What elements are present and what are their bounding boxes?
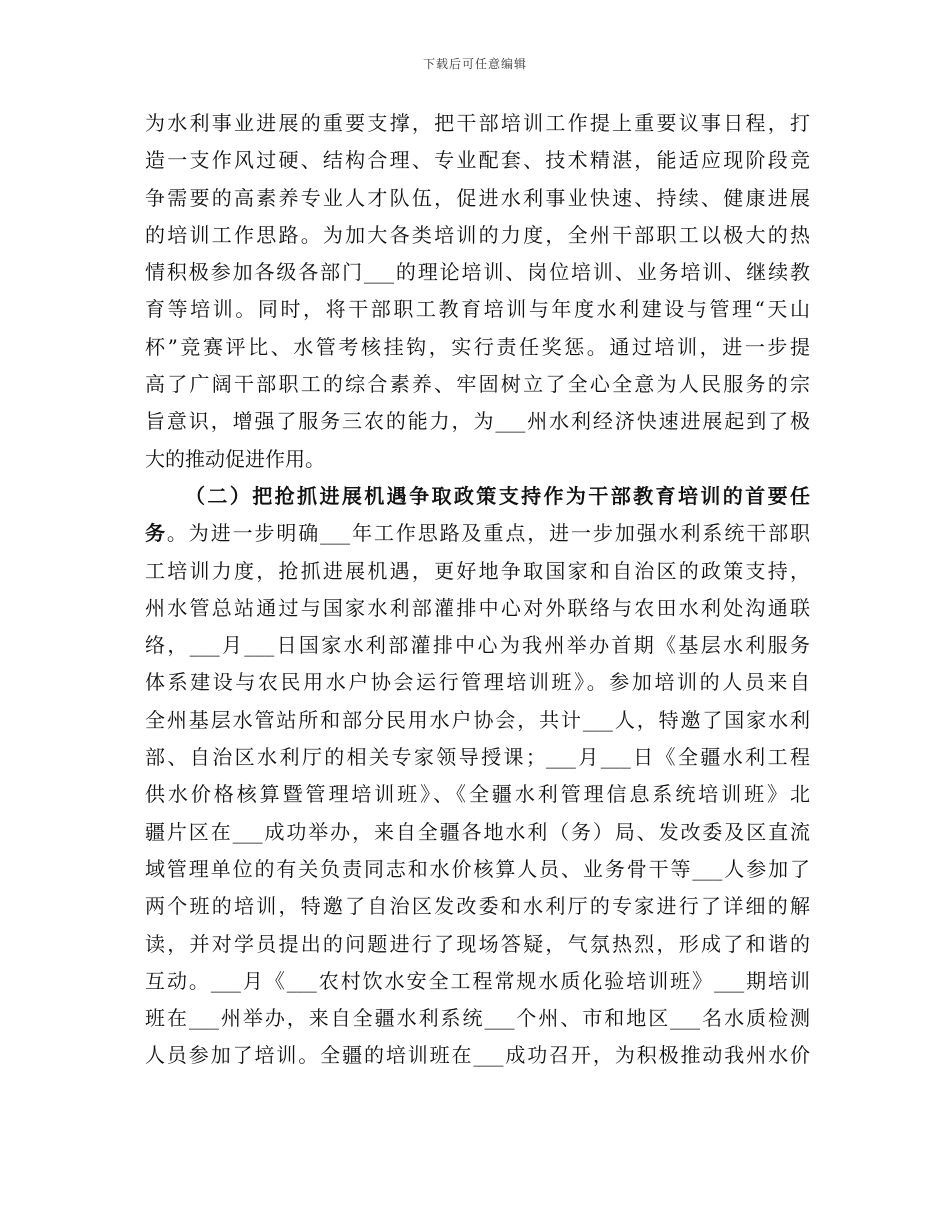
text-line xyxy=(145,515,810,552)
body-text-span: 体系建设与农民用水户协会运行管理培训班》。参加培训的人员来自 xyxy=(145,670,810,695)
body-text-span: 络，___月___日国家水利部灌排中心为我州举办首期《基层水利服务 xyxy=(145,633,810,658)
text-line xyxy=(145,590,810,627)
text-line xyxy=(145,366,810,403)
text-line xyxy=(145,702,810,739)
body-text-span: 。为进一步明确___年工作思路及重点，进一步加强水利系统干部职 xyxy=(166,521,811,546)
text-line xyxy=(145,888,810,925)
text-line xyxy=(145,814,810,851)
body-text-span: 工培训力度，抢抓进展机遇，更好地争取国家和自治区的政策支持， xyxy=(145,558,810,583)
body-text-span: 州水管总站通过与国家水利部灌排中心对外联络与农田水利处沟通联 xyxy=(145,595,810,620)
body-text-span: 供水价格核算暨管理培训班》、《全疆水利管理信息系统培训班》北 xyxy=(145,782,810,807)
text-line xyxy=(145,478,810,515)
text-line xyxy=(145,217,810,254)
text-line xyxy=(145,1000,810,1037)
text-line xyxy=(145,403,810,440)
text-line xyxy=(145,441,810,478)
page-header: 下载后可任意编辑 xyxy=(422,57,527,71)
paragraph xyxy=(145,478,810,1075)
text-line xyxy=(145,739,810,776)
text-line xyxy=(145,963,810,1000)
body-text-span: 造一支作风过硬、结构合理、专业配套、技术精湛，能适应现阶段竞 xyxy=(145,148,810,173)
text-line xyxy=(145,553,810,590)
text-line xyxy=(145,180,810,217)
text-line xyxy=(145,291,810,328)
text-line xyxy=(145,1037,810,1074)
body-text-span: 为水利事业进展的重要支撑，把干部培训工作提上重要议事日程，打 xyxy=(145,111,810,135)
text-line xyxy=(145,329,810,366)
text-line xyxy=(145,627,810,664)
bold-heading-text: （二）把抢抓进展机遇争取政策支持作为干部教育培训的首要任 xyxy=(185,483,810,508)
text-line xyxy=(145,851,810,888)
body-text-span: 全州基层水管站所和部分民用水户协会，共计___人，特邀了国家水利 xyxy=(145,707,810,732)
body-text-span: 班在___州举办，来自全疆水利系统___个州、市和地区___名水质检测 xyxy=(145,1006,810,1031)
body-text-span: 大的推动促进作用。 xyxy=(145,446,325,471)
text-line xyxy=(145,776,810,813)
body-text-span: 争需要的高素养专业人才队伍，促进水利事业快速、持续、健康进展 xyxy=(145,185,810,210)
body-text-span: 情积极参加各级各部门___的理论培训、岗位培训、业务培训、继续教 xyxy=(145,260,810,285)
body-text-span: 杯”竞赛评比、水管考核挂钩，实行责任奖惩。通过培训，进一步提 xyxy=(145,334,810,359)
paragraph xyxy=(145,105,810,478)
body-text-span: 互动。___月《___农村饮水安全工程常规水质化验培训班》___期培训 xyxy=(145,968,810,993)
text-line xyxy=(145,926,810,963)
bold-heading-text: 务 xyxy=(145,521,167,546)
body-text-span: 部、自治区水利厅的相关专家领导授课；___月___日《全疆水利工程 xyxy=(145,745,810,770)
text-line xyxy=(145,105,810,142)
body-text-span: 的培训工作思路。为加大各类培训的力度，全州干部职工以极大的热 xyxy=(145,222,810,247)
body-text-span: 旨意识，增强了服务三农的能力，为___州水利经济快速进展起到了极 xyxy=(145,409,810,434)
body-text-span: 人员参加了培训。全疆的培训班在___成功召开，为积极推动我州水价 xyxy=(145,1043,810,1068)
body-text-span: 读，并对学员提出的问题进行了现场答疑，气氛热烈，形成了和谐的 xyxy=(145,931,810,956)
body-text-span: 两个班的培训，特邀了自治区发改委和水利厅的专家进行了详细的解 xyxy=(145,894,810,919)
body-text-span: 高了广阔干部职工的综合素养、牢固树立了全心全意为人民服务的宗 xyxy=(145,372,810,397)
body-text-span: 疆片区在___成功举办，来自全疆各地水利（务）局、发改委及区直流 xyxy=(145,819,810,844)
document-body xyxy=(145,105,810,1075)
text-line xyxy=(145,254,810,291)
text-line xyxy=(145,142,810,179)
body-text-span: 育等培训。同时，将干部职工教育培训与年度水利建设与管理“天山 xyxy=(145,297,810,322)
text-line xyxy=(145,664,810,701)
body-text-span: 域管理单位的有关负责同志和水价核算人员、业务骨干等___人参加了 xyxy=(145,856,810,881)
